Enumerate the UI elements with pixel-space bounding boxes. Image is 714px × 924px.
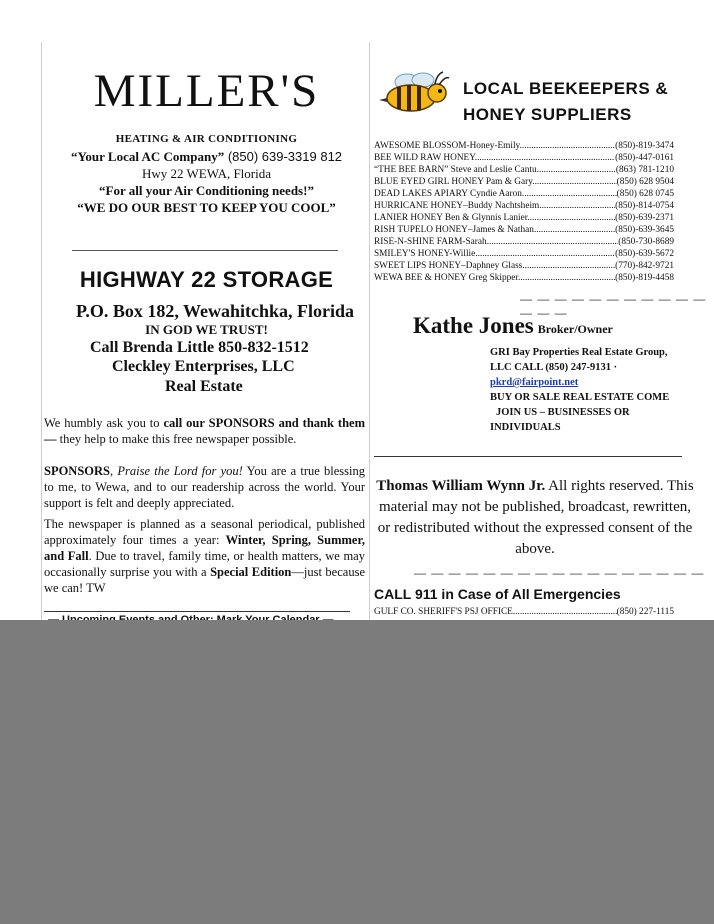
miller-slogan-2: “WE DO OUR BEST TO KEEP YOU COOL” bbox=[77, 200, 336, 215]
beekeeper-phone: (850)-819-4458 bbox=[615, 273, 674, 283]
storage-title: HIGHWAY 22 STORAGE bbox=[79, 267, 334, 292]
beekeeper-name: LANIER HONEY Ben & Glynnis Lanier ..... bbox=[374, 212, 615, 225]
kathe-email-link[interactable]: pkrd@fairpoint.net bbox=[490, 377, 579, 388]
miller-company-name: “Your Local AC Company” bbox=[70, 149, 225, 164]
beekeeper-phone: (850)-447-0161 bbox=[615, 153, 674, 163]
sponsors-paragraph-3 bbox=[44, 516, 365, 596]
sponsors-p3-text: The newspaper is planned as a seasonal periodical, published approximately four times a year: bbox=[44, 517, 365, 547]
beekeeper-phone: (850) 628 0745 bbox=[616, 189, 674, 199]
kathe-name-line bbox=[413, 313, 613, 339]
beekeepers-heading bbox=[463, 76, 668, 128]
beekeepers-heading-line-1: LOCAL BEEKEEPERS & bbox=[463, 79, 669, 98]
beekeeper-phone: (850-730-8689 bbox=[618, 237, 674, 247]
kathe-company: GRI Bay Properties Real Estate Group, bbox=[490, 347, 668, 358]
sponsors-p1-end: they help to make this free newspaper possible. bbox=[56, 432, 297, 446]
beekeeper-name: AWESOME BLOSSOM-Honey-Emily ..... bbox=[374, 140, 615, 153]
left-column-border bbox=[41, 42, 42, 620]
emergency-contact-row bbox=[374, 606, 674, 619]
copyright-dash-divider: — — — — — — — — — — — — — — — — — bbox=[414, 566, 705, 580]
miller-subtitle: HEATING & AIR CONDITIONING bbox=[115, 133, 298, 145]
beekeeper-phone: (850)-814-0754 bbox=[615, 201, 674, 211]
beekeeper-name: DEAD LAKES APIARY Cyndie Aaron ..... bbox=[374, 188, 617, 201]
storage-motto: IN GOD WE TRUST! bbox=[145, 322, 268, 337]
page-overlay-grey-block bbox=[0, 620, 714, 924]
beekeepers-dash-divider: — — — — — — — — — — — — — — bbox=[520, 292, 707, 320]
beekeeper-phone: (850)-819-3474 bbox=[615, 141, 674, 151]
sponsors-p2-bold: SPONSORS bbox=[44, 464, 110, 478]
miller-company-line bbox=[44, 148, 369, 165]
beekeeper-name: SMILEY'S HONEY-Willie ..... bbox=[374, 248, 615, 261]
kathe-line-6: INDIVIDUALS bbox=[490, 422, 561, 433]
miller-address: Hwy 22 WEWA, Florida bbox=[141, 166, 272, 181]
beekeepers-heading-line-2: HONEY SUPPLIERS bbox=[463, 105, 632, 124]
kathe-role: Broker/Owner bbox=[537, 322, 613, 336]
kathe-line-5: JOIN US – BUSINESSES OR bbox=[496, 407, 630, 418]
emergency-contact-phone: (850) 227-1115 bbox=[616, 607, 674, 617]
sponsors-p1-text: We humbly ask you to bbox=[44, 416, 164, 430]
beekeeper-phone: (850)-639-5672 bbox=[615, 249, 674, 259]
sponsors-paragraph-1 bbox=[44, 415, 365, 447]
beekeeper-phone: (850) 628 9504 bbox=[616, 177, 674, 187]
kathe-name: Kathe Jones bbox=[413, 313, 534, 338]
kathe-line-4: BUY OR SALE REAL ESTATE COME bbox=[490, 392, 670, 403]
kathe-phone: LLC CALL (850) 247-9131 · bbox=[490, 362, 618, 373]
miller-slogan-1: “For all your Air Conditioning needs!” bbox=[99, 183, 314, 198]
beekeeper-phone: (863) 781-1210 bbox=[615, 165, 674, 175]
kathe-email-row bbox=[490, 375, 669, 390]
storage-call: Call Brenda Little 850-832-1512 bbox=[90, 339, 309, 356]
beekeeper-name: RISE-N-SHINE FARM-Sarah ..... bbox=[374, 236, 618, 249]
sponsors-p2-comma: , bbox=[110, 464, 118, 478]
storage-enterprise: Cleckley Enterprises, LLC bbox=[112, 358, 295, 375]
storage-real-estate: Real Estate bbox=[165, 378, 243, 395]
beekeeper-phone: (770)-842-9721 bbox=[615, 261, 674, 271]
sponsors-paragraph-2 bbox=[44, 463, 365, 511]
emergency-heading: CALL 911 in Case of All Emergencies bbox=[374, 586, 621, 602]
copyright-name: Thomas William Wynn Jr. bbox=[376, 478, 546, 494]
bee-icon bbox=[377, 66, 451, 116]
column-divider bbox=[369, 42, 370, 620]
upcoming-divider bbox=[44, 611, 350, 612]
sponsors-p3-end: —just because we can! TW bbox=[44, 565, 365, 595]
sponsors-p3-seasons: Winter, Spring, Summer, and Fall bbox=[44, 533, 365, 563]
miller-divider bbox=[72, 250, 338, 251]
beekeeper-list-item bbox=[374, 272, 674, 285]
sponsors-p2-text: You are a true blessing to me, to Wewa, and to our readership across the world. Your support is felt and deeply appreciated. bbox=[44, 464, 366, 510]
sponsors-p2-italic: Praise the Lord for you! bbox=[117, 464, 243, 478]
beekeeper-name: WEWA BEE & HONEY Greg Skipper ..... bbox=[374, 272, 615, 285]
beekeeper-name: “THE BEE BARN” Steve and Leslie Cantu ..... bbox=[374, 164, 616, 177]
miller-phone: (850) 639-3319 812 bbox=[224, 149, 343, 164]
storage-po-box: P.O. Box 182, Wewahitchka, Florida bbox=[76, 301, 355, 321]
copyright-notice bbox=[374, 476, 696, 560]
sponsors-p3-mid: . Due to travel, family time, or health matters, we may occasionally surprise you with a bbox=[44, 549, 365, 579]
beekeeper-name: SWEET LIPS HONEY–Daphney Glass ..... bbox=[374, 260, 615, 273]
miller-title: MILLER'S bbox=[93, 65, 320, 117]
copyright-text: All rights reserved. This material may not be published, broadcast, rewritten, or redistributed without the expressed consent of the above. bbox=[377, 478, 694, 557]
beekeeper-name: BLUE EYED GIRL HONEY Pam & Gary ..... bbox=[374, 176, 617, 189]
beekeeper-phone: (850)-639-2371 bbox=[615, 213, 674, 223]
sponsors-p1-bold: call our SPONSORS and thank them— bbox=[44, 416, 365, 446]
beekeeper-phone: (850)-639-3645 bbox=[615, 225, 674, 235]
emergency-contact-name: GULF CO. SHERIFF'S PSJ OFFICE ..... bbox=[374, 606, 617, 619]
beekeeper-name: HURRICANE HONEY–Buddy Nachtsheim ..... bbox=[374, 200, 615, 213]
kathe-info bbox=[490, 345, 669, 435]
sponsors-p3-special: Special Edition bbox=[210, 565, 292, 579]
kathe-divider bbox=[374, 456, 682, 457]
beekeeper-name: RISH TUPELO HONEY–James & Nathan ..... bbox=[374, 224, 615, 237]
beekeeper-name: BEE WILD RAW HONEY ..... bbox=[374, 152, 615, 165]
